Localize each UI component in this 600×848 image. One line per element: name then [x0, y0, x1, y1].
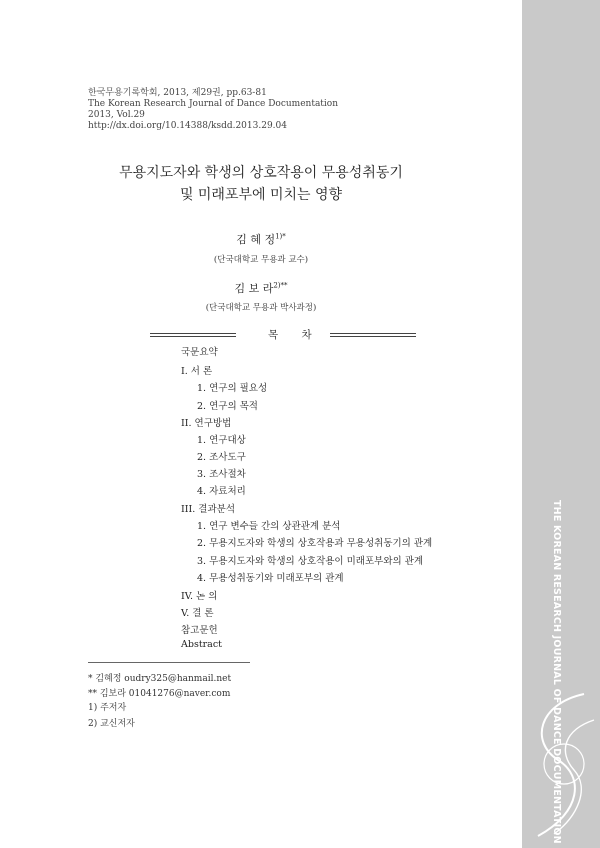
journal-title-line: The Korean Research Journal of Dance Documentation: [88, 99, 339, 109]
footnote-first-author: 1) 주저자: [88, 703, 127, 713]
paper-title-line2: 및 미래포부에 미치는 영향: [179, 187, 343, 203]
citation-line: 한국무용기록학회, 2013, 제29권, pp.63-81: [88, 88, 267, 98]
toc-item-correlation: 1. 연구 변수들 간의 상관관계 분석: [197, 521, 341, 532]
toc-title: 목 차: [268, 329, 322, 341]
footnote-corresponding-author: 2) 교신저자: [88, 719, 135, 729]
toc-item-procedure: 3. 조사절차: [197, 469, 246, 480]
author-2-affiliation: (단국대학교 무용과 박사과정): [205, 303, 317, 313]
footnote-author2-email: ** 김보라 01041276@naver.com: [88, 689, 231, 699]
toc-item-interaction-motivation: 2. 무용지도자와 학생의 상호작용과 무용성취동기의 관계: [197, 538, 433, 549]
toc-item-abstract-en: Abstract: [181, 639, 222, 650]
sidebar-journal-name: THE KOREAN RESEARCH JOURNAL OF DANCE DOCUMENTATION: [551, 500, 562, 844]
toc-item-conclusion: V. 결 론: [181, 608, 214, 619]
doi-link[interactable]: http://dx.doi.org/10.14388/ksdd.2013.29.04: [88, 121, 287, 131]
author-mark: 1)*: [275, 232, 286, 241]
footnote-divider: [88, 662, 250, 663]
toc-item-interaction-aspiration: 3. 무용지도자와 학생의 상호작용이 미래포부와의 관계: [197, 556, 424, 567]
toc-item-method: II. 연구방법: [181, 418, 232, 429]
toc-item-motivation-aspiration: 4. 무용성취동기와 미래포부의 관계: [197, 573, 344, 584]
journal-logo-icon: [524, 690, 600, 840]
toc-item-necessity: 1. 연구의 필요성: [197, 383, 268, 394]
volume-line: 2013, Vol.29: [88, 110, 145, 120]
footnote-author1-email: * 김혜정 oudry325@hanmail.net: [88, 674, 232, 684]
toc-item-results: III. 결과분석: [181, 504, 236, 515]
author-1-affiliation: (단국대학교 무용과 교수): [213, 255, 309, 265]
toc-item-analysis: 4. 자료처리: [197, 486, 246, 497]
toc-item-abstract-ko: 국문요약: [181, 347, 218, 358]
author-mark: 2)**: [273, 281, 288, 290]
author-name: 김 혜 정: [236, 233, 276, 246]
toc-item-subjects: 1. 연구대상: [197, 435, 246, 446]
toc-item-discussion: IV. 논 의: [181, 591, 218, 602]
paper-title-line1: 무용지도자와 학생의 상호작용이 무용성취동기: [119, 165, 403, 181]
author-name: 김 보 라: [234, 282, 274, 295]
toc-item-instruments: 2. 조사도구: [197, 452, 246, 463]
toc-item-purpose: 2. 연구의 목적: [197, 401, 258, 412]
toc-item-intro: I. 서 론: [181, 366, 213, 377]
toc-item-references: 참고문헌: [181, 625, 218, 636]
